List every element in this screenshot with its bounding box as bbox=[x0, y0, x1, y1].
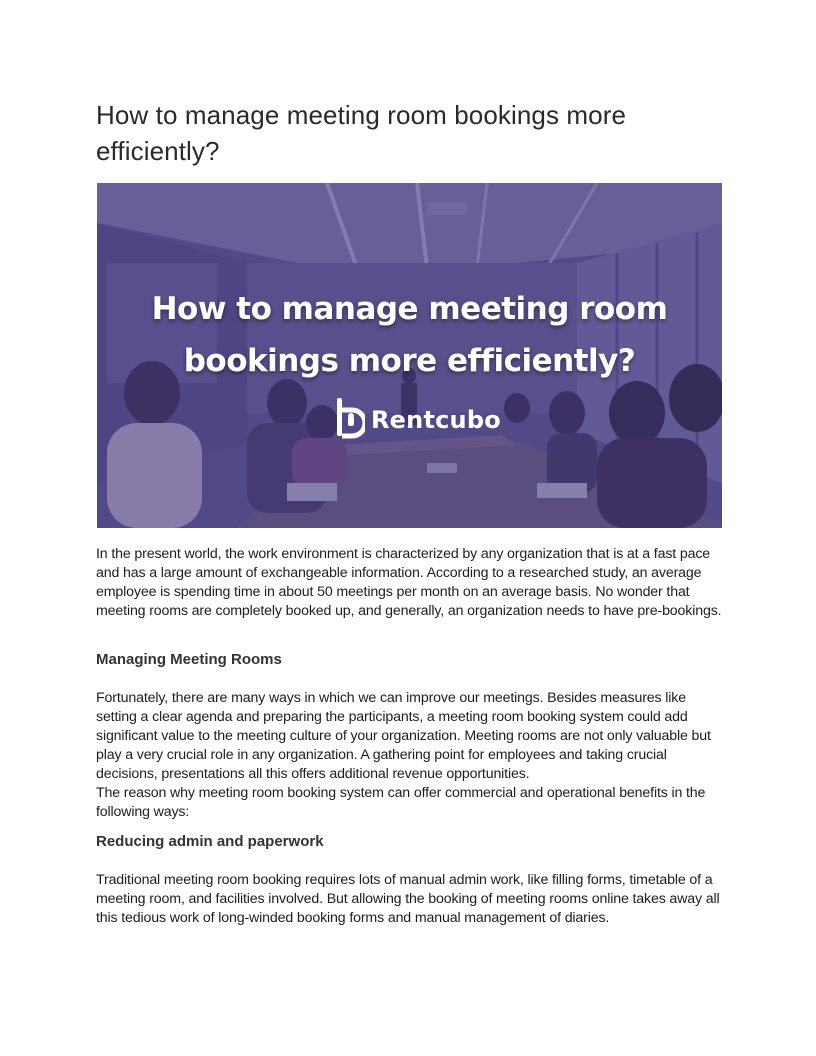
rentcubo-logo-icon bbox=[335, 396, 365, 440]
hero-heading bbox=[97, 283, 722, 387]
brand-logo bbox=[335, 396, 501, 440]
section-paragraph: The reason why meeting room booking system can offer commercial and operational benefits in the following ways: bbox=[96, 785, 706, 820]
intro-paragraph: In the present world, the work environment is characterized by any organization that is at a fast pace and has a large amount of exchangeable information. According to a researched study, an average employee is spending time in about 50 meetings per month on an average basis. No wonder that meeting rooms are completely booked up, and generally, an organization needs to have pre-bookings. bbox=[96, 546, 722, 619]
section-heading-reducing-admin: Reducing admin and paperwork bbox=[96, 833, 324, 850]
hero-heading-line-2: bookings more efficiently? bbox=[183, 343, 636, 379]
hero-heading-line-1: How to manage meeting room bbox=[151, 291, 668, 327]
brand-name: Rentcubo bbox=[371, 406, 501, 434]
hero-image bbox=[97, 183, 722, 528]
page-title: How to manage meeting room bookings more efficiently? bbox=[96, 100, 627, 166]
section-heading-managing-meeting-rooms: Managing Meeting Rooms bbox=[96, 651, 282, 668]
section-paragraph: Traditional meeting room booking requires lots of manual admin work, like filling forms, timetable of a meeting room, and facilities involved. But allowing the booking of meeting rooms online takes away all this tedious work of long-winded booking forms and manual management of diaries. bbox=[96, 872, 720, 926]
section-paragraph: Fortunately, there are many ways in which we can improve our meetings. Besides measures like setting a clear agenda and preparing the participants, a meeting room booking system could add significant value to the meeting culture of your organization. Meeting rooms are not only valuable but play a very crucial role in any organization. A gathering point for employees and taking crucial decisions, presentations all this offers additional revenue opportunities. bbox=[96, 690, 711, 782]
